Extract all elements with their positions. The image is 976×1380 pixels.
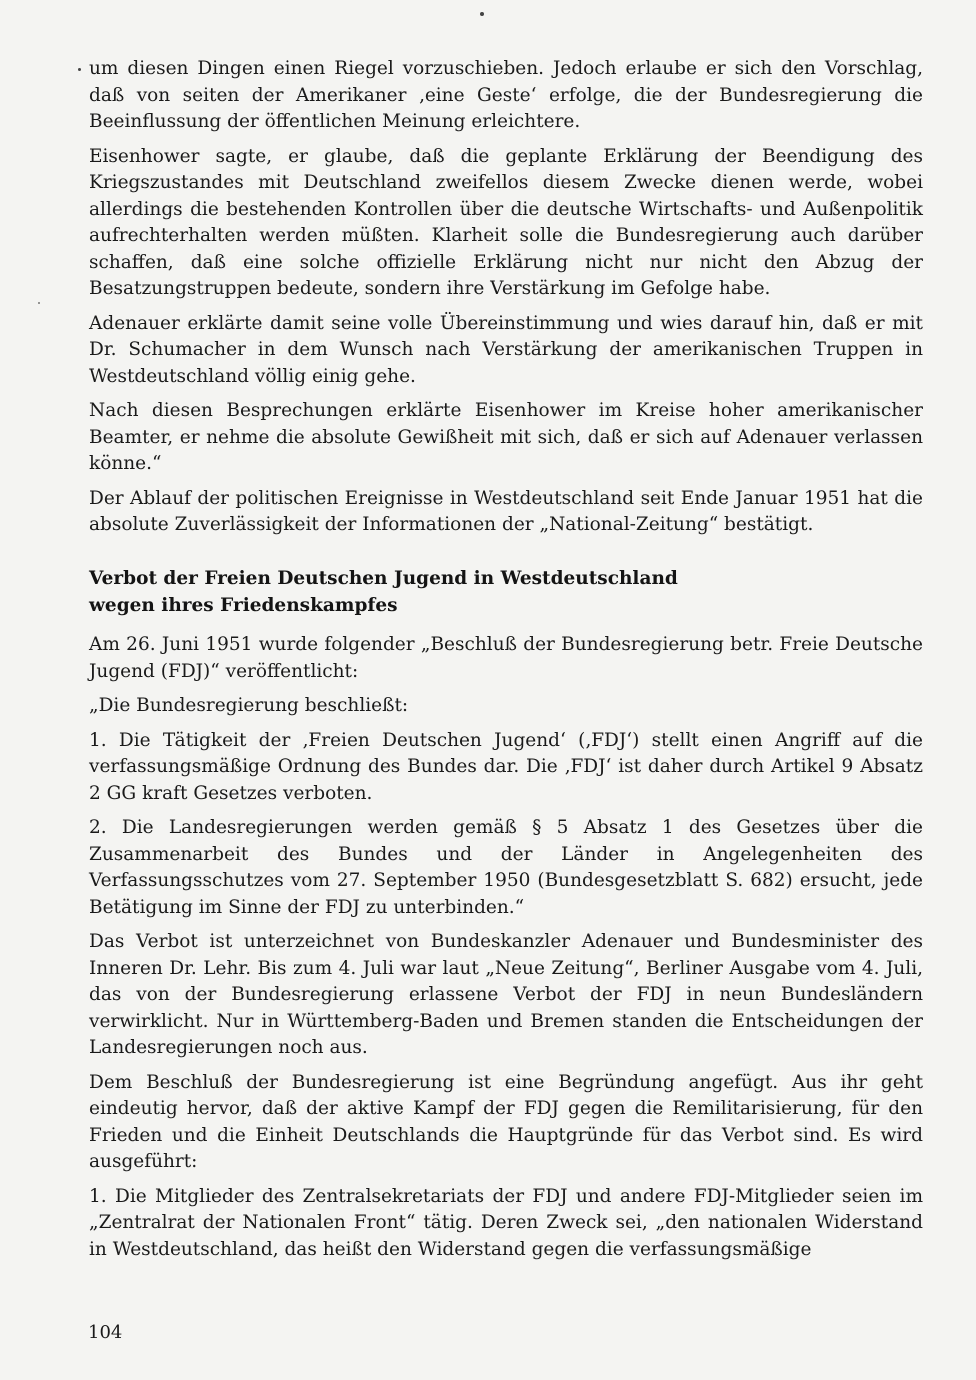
paragraph: Das Verbot ist unterzeichnet von Bundeskanzler Adenauer und Bundesminister des Inneren Dr. Lehr. Bis zum 4. Juli war laut „Neue Zeitung“, Berliner Ausgabe vom 4. Juli, das von der Bundesregierung erlassene Verbot der FDJ in neun Bundesländern verwirklicht. Nur in Württemberg-Baden und Bremen standen die Entscheidungen der Landesregierungen noch aus. <box>89 931 923 1058</box>
numbered-paragraph: 1. Die Mitglieder des Zentralsekretariats der FDJ und andere FDJ-Mitglieder seien im „Zentralrat der Nationalen Front“ tätig. Deren Zweck sei, „den nationalen Widerstand in Westdeutschland, das heißt den Widerstand gegen die verfassungsmäßige <box>89 1185 923 1260</box>
page-number: 104 <box>88 1322 123 1343</box>
paragraph: um diesen Dingen einen Riegel vorzuschieben. Jedoch erlaube er sich den Vorschlag, daß von seiten der Amerikaner ‚eine Geste‘ erfolge, die der Bundesregierung die Beeinflussung der öffentlichen Meinung erleichtere. <box>89 58 923 132</box>
paragraph: Nach diesen Besprechungen erklärte Eisenhower im Kreise hoher amerikanischer Beamter, er nehme die absolute Gewißheit mit sich, daß er sich auf Adenauer verlassen könne.“ <box>89 400 923 474</box>
body-text-top <box>89 56 923 539</box>
scan-speck <box>480 12 484 16</box>
numbered-paragraph: 1. Die Tätigkeit der ‚Freien Deutschen Jugend‘ (‚FDJ‘) stellt einen Angriff auf die verfassungsmäßige Ordnung des Bundes dar. Die ‚FDJ‘ ist daher durch Artikel 9 Absatz 2 GG kraft Gesetzes verboten. <box>89 729 923 804</box>
paragraph: Am 26. Juni 1951 wurde folgender „Beschluß der Bundesregierung betr. Freie Deutsche Jugend (FDJ)“ veröffentlicht: <box>89 634 923 682</box>
paragraph: Dem Beschluß der Bundesregierung ist eine Begründung angefügt. Aus ihr geht eindeutig hervor, daß der aktive Kampf der FDJ gegen die Remilitarisierung, für den Frieden und die Einheit Deutschlands die Hauptgründe für das Verbot sind. Es wird ausgeführt: <box>89 1071 923 1172</box>
section-heading <box>89 566 923 619</box>
paragraph: Eisenhower sagte, er glaube, daß die geplante Erklärung der Beendigung des Kriegszustandes mit Deutschland zweifellos diesem Zwecke dienen werde, wobei allerdings die bestehenden Kontrollen über die deutsche Wirtschafts- und Außenpolitik aufrechterhalten werden müßten. Klarheit solle die Bundesregierung auch darüber schaffen, daß eine solche offizielle Erklärung nicht nur nicht den Abzug der Besatzungstruppen bedeute, sondern ihre Verstärkung im Gefolge habe. <box>89 145 923 299</box>
numbered-paragraph: 2. Die Landesregierungen werden gemäß § 5 Absatz 1 des Gesetzes über die Zusammenarbeit des Bundes und der Länder in Angelegenheiten des Verfassungsschutzes vom 27. September 1950 (Bundesgesetzblatt S. 682) ersucht, jede Betätigung im Sinne der FDJ zu unterbinden.“ <box>89 817 923 918</box>
paragraph: Adenauer erklärte damit seine volle Übereinstimmung und wies darauf hin, daß er mit Dr. Schumacher in dem Wunsch nach Verstärkung der amerikanischen Truppen in Westdeutschland völlig einig gehe. <box>89 312 923 387</box>
scan-speck <box>78 68 81 71</box>
scan-speck <box>38 302 40 304</box>
paragraph: Der Ablauf der politischen Ereignisse in Westdeutschland seit Ende Januar 1951 hat die absolute Zuverlässigkeit der Informationen der „National-Zeitung“ bestätigt. <box>89 487 923 535</box>
body-text-bottom <box>89 632 923 1263</box>
section-heading-line: Verbot der Freien Deutschen Jugend in Westdeutschland <box>89 568 678 589</box>
section-heading-line: wegen ihres Friedenskampfes <box>89 594 398 616</box>
paragraph: „Die Bundesregierung beschließt: <box>89 695 409 716</box>
